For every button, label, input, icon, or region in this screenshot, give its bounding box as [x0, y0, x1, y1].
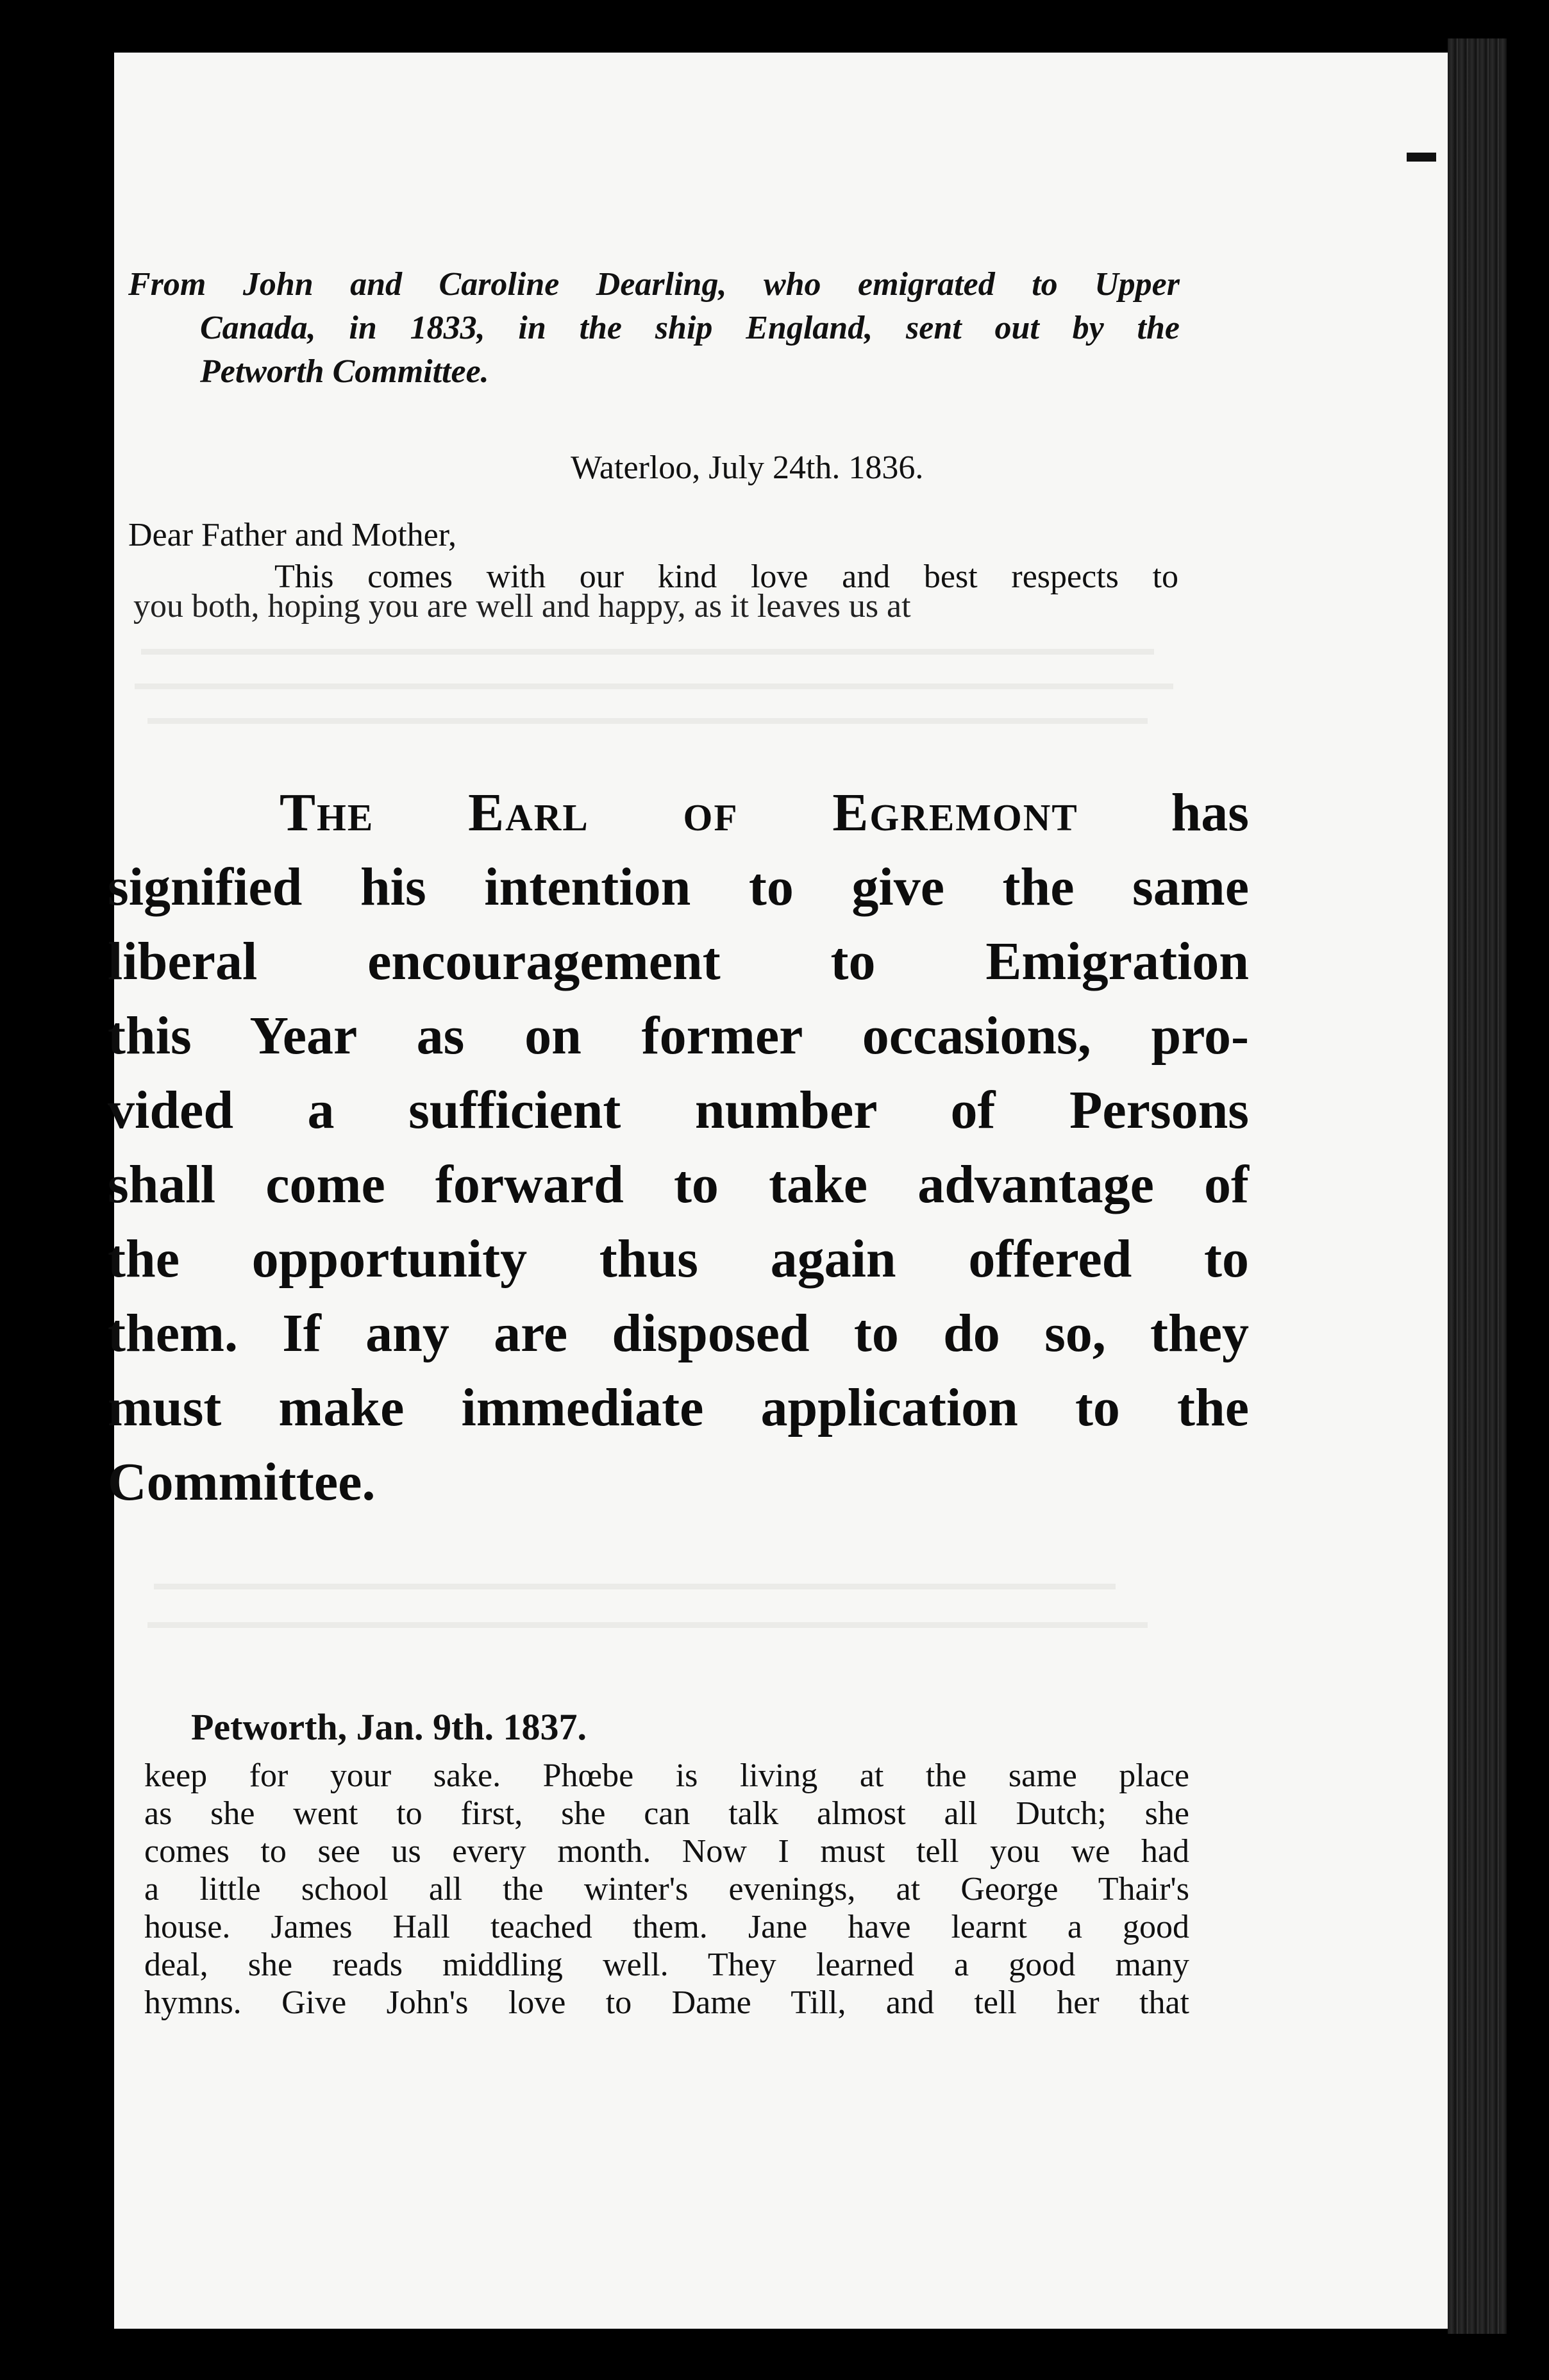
- bleed-through-line: [147, 1622, 1148, 1628]
- edge-mark: [1407, 153, 1436, 162]
- letter-header: [128, 263, 1180, 394]
- letter-line: house. James Hall teached them. Jane have learnt a good: [144, 1909, 1189, 1945]
- notice-signoff: Petworth, Jan. 9th. 1837.: [191, 1706, 587, 1748]
- notice-line: them. If any are disposed to do so, they: [108, 1303, 1249, 1363]
- letter-line: comes to see us every month. Now I must tell you we had: [144, 1833, 1189, 1870]
- bleed-through-line: [141, 649, 1154, 655]
- letter-dateline: Waterloo, July 24th. 1836.: [571, 449, 924, 486]
- notice-line: must make immediate application to the: [108, 1378, 1249, 1437]
- notice-line: signified his intention to give the same: [108, 857, 1249, 917]
- notice-line: the opportunity thus again offered to: [108, 1229, 1249, 1289]
- bleed-through-line: [135, 683, 1173, 689]
- letter-continuation: [144, 1757, 1189, 2022]
- letter-opening-line: This comes with our kind love and best respects to: [274, 558, 1178, 595]
- letter-line: deal, she reads middling well. They learned a good many: [144, 1947, 1189, 1983]
- bleed-through-line: [147, 718, 1148, 724]
- letter-line: keep for your sake. Phœbe is living at the same place: [144, 1757, 1189, 1794]
- notice-first-line-rest: has: [1171, 783, 1249, 842]
- cut-line-text: you both, hoping you are well and happy, as it leaves us at: [133, 588, 911, 624]
- letter-cut-line: [133, 588, 1172, 624]
- notice-line: this Year as on former occasions, pro-: [108, 1006, 1249, 1066]
- header-line: From John and Caroline Dearling, who emigrated to Upper: [128, 266, 1180, 303]
- bleed-through-line: [154, 1584, 1116, 1589]
- notice-first-line: [108, 776, 1249, 850]
- header-line: Canada, in 1833, in the ship England, sent out by the: [200, 310, 1180, 346]
- page-edge-shadow: [1448, 38, 1507, 2334]
- notice-line: shall come forward to take advantage of: [108, 1155, 1249, 1214]
- header-line: Petworth Committee.: [200, 353, 489, 390]
- notice-title: The Earl of Egremont: [280, 783, 1078, 842]
- letter-line: as she went to first, she can talk almost all Dutch; she: [144, 1795, 1189, 1832]
- letter-line: a little school all the winter's evenings, at George Thair's: [144, 1871, 1189, 1907]
- notice-line: vided a sufficient number of Persons: [108, 1080, 1249, 1140]
- letter-line: hymns. Give John's love to Dame Till, and tell her that: [144, 1984, 1189, 2021]
- notice-line: Committee.: [108, 1452, 376, 1512]
- notice-line: liberal encouragement to Emigration: [108, 932, 1249, 991]
- egremont-notice: [108, 776, 1249, 1520]
- letter-salutation: Dear Father and Mother,: [128, 517, 456, 553]
